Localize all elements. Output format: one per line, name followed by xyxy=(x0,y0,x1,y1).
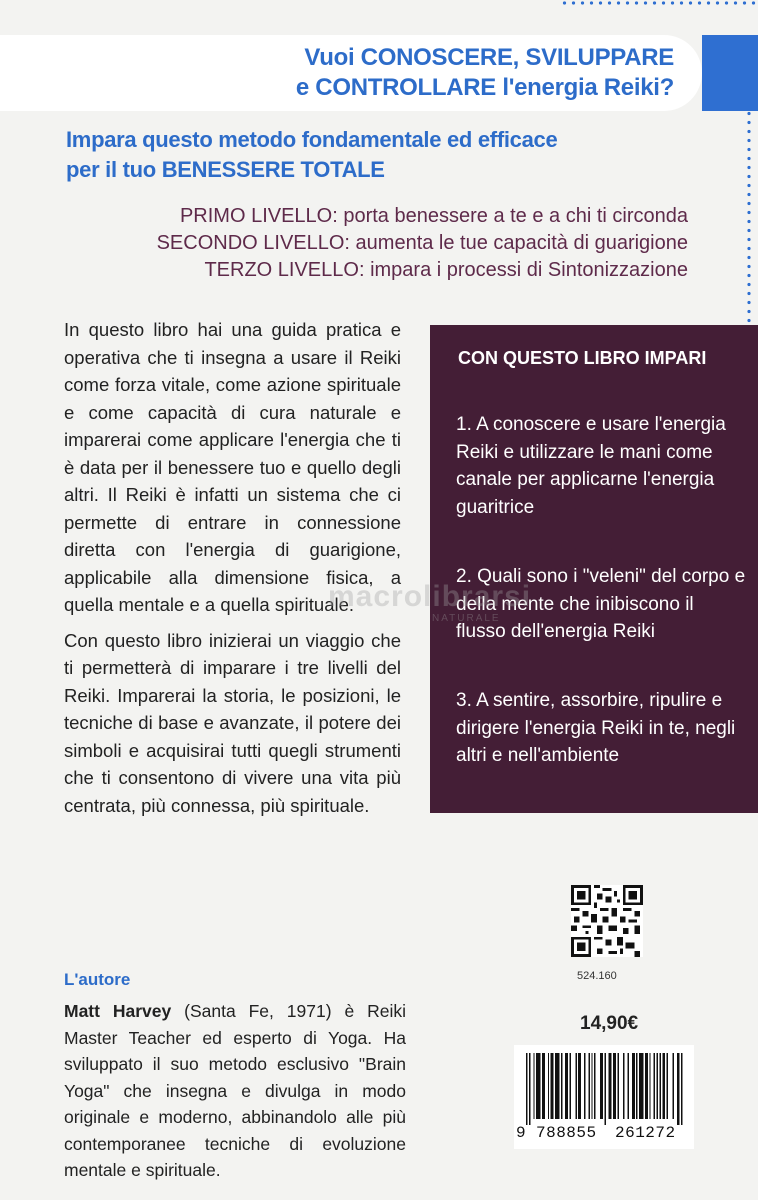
barcode-bar xyxy=(536,1053,540,1119)
barcode-bar xyxy=(623,1053,624,1119)
barcode-bar xyxy=(533,1053,534,1119)
barcode-bars xyxy=(526,1053,684,1125)
barcode-bar xyxy=(600,1053,603,1119)
level-name: PRIMO LIVELLO xyxy=(179,205,333,227)
learn-item-1: 1. A conoscere e usare l'energia Reiki e utilizzare le mani come canale per applicarne l'energia guaritrice xyxy=(456,414,726,518)
barcode-bar xyxy=(667,1053,668,1119)
description-paragraph-2: Con questo libro inizierai un viaggio che ti permetterà di imparare i tre livelli del Reiki. Imparerai la storia, le posizioni, le tecniche di base e avanzate, il potere dei simboli e acquisirai tutti quegli strumenti che ti consentono di vivere una vita più centrata, più connessa, più spirituale. xyxy=(64,629,401,816)
barcode-bar xyxy=(548,1053,549,1119)
barcode-bar xyxy=(677,1053,680,1125)
barcode-digits-right: 261272 xyxy=(615,1124,676,1142)
barcode-bar xyxy=(659,1053,660,1119)
level-item xyxy=(157,203,688,230)
header-line-1: Vuoi CONOSCERE, SVILUPPARE xyxy=(304,44,674,71)
product-code: 524.160 xyxy=(577,970,617,982)
barcode-bar xyxy=(578,1053,581,1119)
barcode-bar xyxy=(639,1053,643,1119)
description-column xyxy=(64,316,401,827)
level-item xyxy=(157,257,688,284)
barcode-bar xyxy=(584,1053,585,1119)
barcode-bar xyxy=(575,1053,576,1119)
sub-headline-line-1: Impara questo metodo fondamentale ed efficace xyxy=(66,127,558,152)
barcode-digit-first: 9 xyxy=(516,1124,527,1142)
barcode-bar xyxy=(529,1053,530,1125)
barcode-bar xyxy=(636,1053,637,1119)
learn-item-3: 3. A sentire, assorbire, ripulire e dirigere l'energia Reiki in te, negli altri e nell'ambiente xyxy=(456,690,736,766)
author-bio xyxy=(64,998,406,1184)
barcode-digits-left: 788855 xyxy=(536,1124,597,1142)
barcode-bar xyxy=(617,1053,618,1119)
barcode-bar xyxy=(526,1053,527,1125)
barcode-bar xyxy=(681,1053,682,1125)
author-heading: L'autore xyxy=(64,970,131,989)
barcode-bar xyxy=(628,1053,629,1119)
header-blue-edge xyxy=(702,35,758,111)
dotted-border-top xyxy=(560,0,758,6)
barcode-bar xyxy=(632,1053,635,1119)
learn-box-title: CON QUESTO LIBRO IMPARI xyxy=(458,348,707,368)
barcode xyxy=(514,1045,694,1149)
level-item xyxy=(157,230,688,257)
barcode-bar xyxy=(588,1053,589,1119)
level-text: : porta benessere a te e a chi ti circonda xyxy=(332,205,688,227)
level-text: : aumenta le tue capacità di guarigione xyxy=(344,232,688,254)
barcode-bar xyxy=(613,1053,616,1119)
barcode-bar xyxy=(645,1053,648,1119)
barcode-bar xyxy=(649,1053,650,1119)
barcode-bar xyxy=(662,1053,665,1119)
sub-headline xyxy=(66,125,557,185)
level-name: SECONDO LIVELLO xyxy=(156,232,345,254)
watermark-tagline: NATURALE xyxy=(432,613,501,624)
barcode-bar xyxy=(594,1053,595,1119)
barcode-bar xyxy=(555,1053,559,1119)
author-name: Matt Harvey xyxy=(64,1001,172,1021)
qr-code xyxy=(571,885,643,957)
barcode-bar xyxy=(672,1053,673,1119)
author-bio-text: (Santa Fe, 1971) è Reiki Master Teacher ed esperto di Yoga. Ha sviluppato il suo metodo esclusivo "Brain Yoga" che insegna e divulga in modo originale e moderno, abbinandolo alle più contemporanee tecniche di evoluzione mentale e spirituale. xyxy=(64,1001,406,1180)
header-question xyxy=(296,43,674,103)
barcode-bar xyxy=(561,1053,562,1119)
barcode-bar xyxy=(551,1053,554,1119)
level-name: TERZO LIVELLO xyxy=(204,259,359,281)
barcode-bar xyxy=(609,1053,612,1119)
barcode-bar xyxy=(591,1053,592,1119)
barcode-bar xyxy=(542,1053,545,1119)
barcode-bar xyxy=(654,1053,655,1119)
watermark-logo: macrolibrarsi xyxy=(328,580,532,613)
header-line-2: e CONTROLLARE l'energia Reiki? xyxy=(295,74,674,101)
level-text: : impara i processi di Sintonizzazione xyxy=(358,259,688,281)
barcode-bar xyxy=(565,1053,568,1119)
learn-box xyxy=(430,325,758,813)
learn-item-2: 2. Quali sono i "veleni" del corpo e della mente che inibiscono il flusso dell'energia Reiki xyxy=(456,566,746,642)
barcode-bar xyxy=(657,1053,658,1119)
sub-headline-line-2: per il tuo BENESSERE TOTALE xyxy=(66,157,385,182)
barcode-bar xyxy=(570,1053,571,1119)
barcode-bar xyxy=(604,1053,605,1125)
price: 14,90€ xyxy=(580,1013,639,1034)
levels-list xyxy=(157,203,688,284)
description-paragraph-1: In questo libro hai una guida pratica e operativa che ti insegna a usare il Reiki come forza vitale, come azione spirituale e come capacità di cura naturale e imparerai come applicare l'energia che ti è data per il benessere tuo e quello degli altri. Il Reiki è infatti un sistema che ci permette di entrare in connessione diretta con l'energia di guarigione, applicabile alla dimensione fisica, a quella mentale e a quella spirituale. xyxy=(64,319,401,615)
